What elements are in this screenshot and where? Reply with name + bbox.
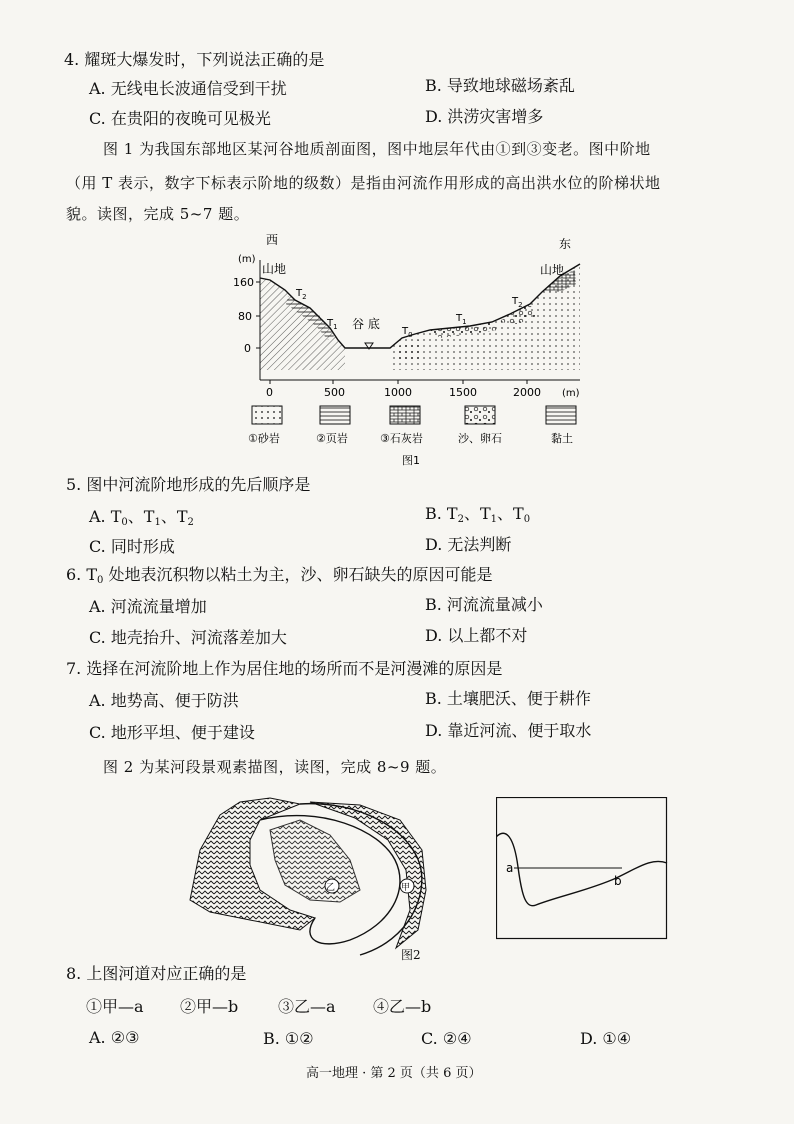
q6-option-a: A. 河流流量增加 xyxy=(89,597,207,616)
q4-option-b: B. 导致地球磁场紊乱 xyxy=(425,76,575,95)
east-label: 东 xyxy=(559,237,572,251)
x-tick-2000: 2000 xyxy=(513,386,541,399)
q5-option-b: B. T2、T1、T0 xyxy=(425,504,531,525)
terrace-t2-left: $T_2$ xyxy=(296,288,307,301)
y-tick-80: 80 xyxy=(238,310,252,323)
page-footer: 高一地理 · 第 2 页（共 6 页） xyxy=(306,1066,482,1081)
terrace-t1-right: $T_1$ xyxy=(456,313,467,326)
figure-1-valley-cross-section xyxy=(230,230,600,470)
x-tick-0: 0 xyxy=(266,386,273,399)
legend-limestone-swatch xyxy=(390,406,420,424)
q6-option-c: C. 地壳抬升、河流落差加大 xyxy=(89,628,287,647)
x-tick-500: 500 xyxy=(324,386,345,399)
question-7-stem: 7. 选择在河流阶地上作为居住地的场所而不是河漫滩的原因是 xyxy=(66,659,503,678)
terrace-t2-right: $T_2$ xyxy=(512,296,523,309)
q7-option-a: A. 地势高、便于防洪 xyxy=(89,691,239,710)
profile-label-b: b xyxy=(614,874,622,888)
q8-combo-3: ③乙—a xyxy=(278,997,336,1016)
question-4-stem: 4. 耀斑大爆发时，下列说法正确的是 xyxy=(64,50,325,69)
legend-gravel-swatch xyxy=(465,406,495,424)
x-axis-unit: (m) xyxy=(562,388,580,399)
west-label: 西 xyxy=(266,233,279,247)
q8-combo-2: ②甲—b xyxy=(180,997,239,1016)
q7-option-d: D. 靠近河流、便于取水 xyxy=(425,721,592,740)
legend-gravel-label: 沙、卵石 xyxy=(458,432,502,445)
mountain-right-label: 山地 xyxy=(540,263,565,277)
figure-1-caption: 图1 xyxy=(402,454,420,467)
q5-option-a: A. T0、T1、T2 xyxy=(89,507,194,528)
q4-option-c: C. 在贵阳的夜晚可见极光 xyxy=(89,109,271,128)
terrace-t1-left: $T_1$ xyxy=(327,318,338,331)
terrace-t0: $T_0$ xyxy=(402,326,413,339)
q7-option-b: B. 土壤肥沃、便于耕作 xyxy=(425,689,591,708)
q8-option-b: B. ①② xyxy=(263,1029,314,1048)
question-6-stem: 6. T0 处地表沉积物以粘土为主，沙、卵石缺失的原因可能是 xyxy=(66,565,493,586)
profile-label-a: a xyxy=(506,861,514,875)
q8-combo-4: ④乙—b xyxy=(373,997,432,1016)
q5-option-c: C. 同时形成 xyxy=(89,537,175,556)
q8-option-a: A. ②③ xyxy=(89,1028,140,1047)
legend-clay-label: 黏土 xyxy=(551,432,573,445)
y-tick-0: 0 xyxy=(244,342,251,355)
question-8-stem: 8. 上图河道对应正确的是 xyxy=(66,964,247,983)
x-tick-1000: 1000 xyxy=(384,386,412,399)
x-tick-1500: 1500 xyxy=(449,386,477,399)
legend-sandstone-label: ①砂岩 xyxy=(248,432,280,445)
q4-option-d: D. 洪涝灾害增多 xyxy=(425,107,544,126)
legend-shale-label: ②页岩 xyxy=(316,432,348,445)
legend-limestone-label: ③石灰岩 xyxy=(380,432,423,445)
y-tick-160: 160 xyxy=(233,276,254,289)
figure-2-caption: 图2 xyxy=(401,948,421,962)
legend-clay-swatch xyxy=(546,406,576,424)
legend-sandstone-swatch xyxy=(252,406,282,424)
intro-paragraph-line-1: 图 1 为我国东部地区某河谷地质剖面图，图中地层年代由①到③变老。图中阶地 xyxy=(103,140,651,158)
intro-figure-2: 图 2 为某河段景观素描图，读图，完成 8~9 题。 xyxy=(103,758,447,776)
figure-2-channel-profile xyxy=(496,797,668,940)
q8-option-c: C. ②④ xyxy=(421,1029,472,1048)
question-5-stem: 5. 图中河流阶地形成的先后顺序是 xyxy=(66,475,311,494)
q8-option-d: D. ①④ xyxy=(580,1029,632,1048)
intro-paragraph-line-3: 貌。读图，完成 5~7 题。 xyxy=(66,205,250,223)
q6-option-d: D. 以上都不对 xyxy=(425,626,528,645)
q4-option-a: A. 无线电长波通信受到干扰 xyxy=(89,79,287,98)
valley-floor-label: 谷 底 xyxy=(352,317,380,331)
marker-jia-label: 甲 xyxy=(401,883,411,893)
q5-option-d: D. 无法判断 xyxy=(425,535,512,554)
figure-2-river-sketch xyxy=(160,790,430,965)
q8-combo-1: ①甲—a xyxy=(86,997,144,1016)
mountain-left-label: 山地 xyxy=(262,262,287,276)
q6-option-b: B. 河流流量减小 xyxy=(425,595,543,614)
intro-paragraph-line-2: （用 T 表示，数字下标表示阶地的级数）是指由河流作用形成的高出洪水位的阶梯状地 xyxy=(66,174,661,192)
legend-shale-swatch xyxy=(320,406,350,424)
y-axis-unit: (m) xyxy=(238,254,256,265)
q7-option-c: C. 地形平坦、便于建设 xyxy=(89,723,255,742)
marker-yi-label: 乙 xyxy=(326,883,336,893)
